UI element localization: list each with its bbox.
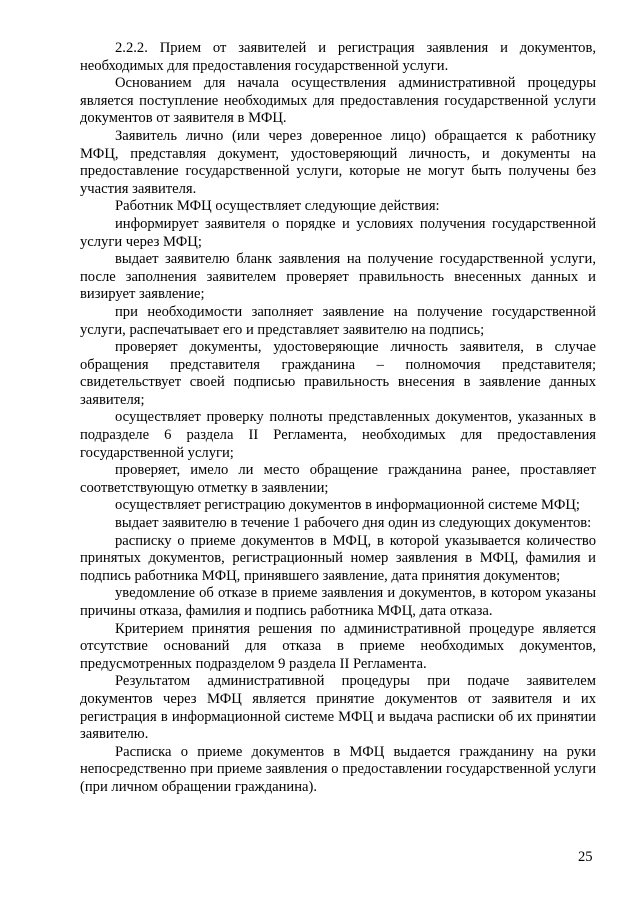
- page-number: 25: [578, 849, 593, 865]
- paragraph-procedure-result: Результатом административной процедуры при подаче заявителем документов через МФЦ является принятие документов от заявителя и их регистрация в информационной системе МФЦ и выдача расписки об их принятии заявителю.: [80, 673, 596, 743]
- paragraph-action-check-completeness: осуществляет проверку полноты представленных документов, указанных в подразделе 6 раздела II Регламента, необходимых для предоставления государственной услуги;: [80, 409, 596, 461]
- paragraph-action-check-previous: проверяет, имело ли место обращение гражданина ранее, проставляет соответствующую отметку в заявлении;: [80, 462, 596, 496]
- paragraph-section-heading: 2.2.2. Прием от заявителей и регистрация заявления и документов, необходимых для предоставления государственной услуги.: [80, 40, 596, 74]
- paragraph-action-check-identity: проверяет документы, удостоверяющие личность заявителя, в случае обращения представителя гражданина – полномочия представителя; свидетельствует своей подписью правильность внесения в заявление данных заявителя;: [80, 339, 596, 408]
- paragraph-receipt-delivery: Расписка о приеме документов в МФЦ выдается гражданину на руки непосредственно при приеме заявления о предоставлении государственной услуги (при личном обращении гражданина).: [80, 743, 596, 795]
- page-body: [80, 40, 596, 797]
- paragraph-action-fill-form: при необходимости заполняет заявление на получение государственной услуги, распечатывает его и представляет заявителю на подпись;: [80, 303, 596, 338]
- paragraph-action-issue-document: выдает заявителю в течение 1 рабочего дня один из следующих документов:: [115, 515, 592, 532]
- paragraph-action-inform: информирует заявителя о порядке и условиях получения государственной услуги через МФЦ;: [80, 215, 596, 250]
- paragraph-applicant-visit: Заявитель лично (или через доверенное лицо) обращается к работнику МФЦ, представляя документ, удостоверяющий личность, и документы на предоставление государственной услуги, которые не могут быть получены без участия заявителя.: [80, 127, 596, 197]
- paragraph-worker-actions-intro: Работник МФЦ осуществляет следующие действия:: [115, 198, 440, 215]
- paragraph-receipt: расписку о приеме документов в МФЦ, в которой указывается количество принятых документов, регистрационный номер заявления в МФЦ, фамилия и подпись работника МФЦ, принявшего заявление, дата принятия документов;: [80, 532, 596, 584]
- paragraph-basis: Основанием для начала осуществления административной процедуры является поступление необходимых для предоставления государственной услуги документов от заявителя в МФЦ.: [80, 75, 596, 127]
- paragraph-refusal-notice: уведомление об отказе в приеме заявления и документов, в котором указаны причины отказа, фамилия и подпись работника МФЦ, дата отказа.: [80, 585, 596, 619]
- paragraph-action-register: осуществляет регистрацию документов в информационной системе МФЦ;: [115, 497, 580, 514]
- paragraph-action-issue-form: выдает заявителю бланк заявления на получение государственной услуги, после заполнения заявителем проверяет правильность внесенных данных и визирует заявление;: [80, 251, 596, 303]
- paragraph-decision-criterion: Критерием принятия решения по административной процедуре является отсутствие оснований для отказа в приеме необходимых документов, предусмотренных подразделом 9 раздела II Регламента.: [80, 620, 596, 672]
